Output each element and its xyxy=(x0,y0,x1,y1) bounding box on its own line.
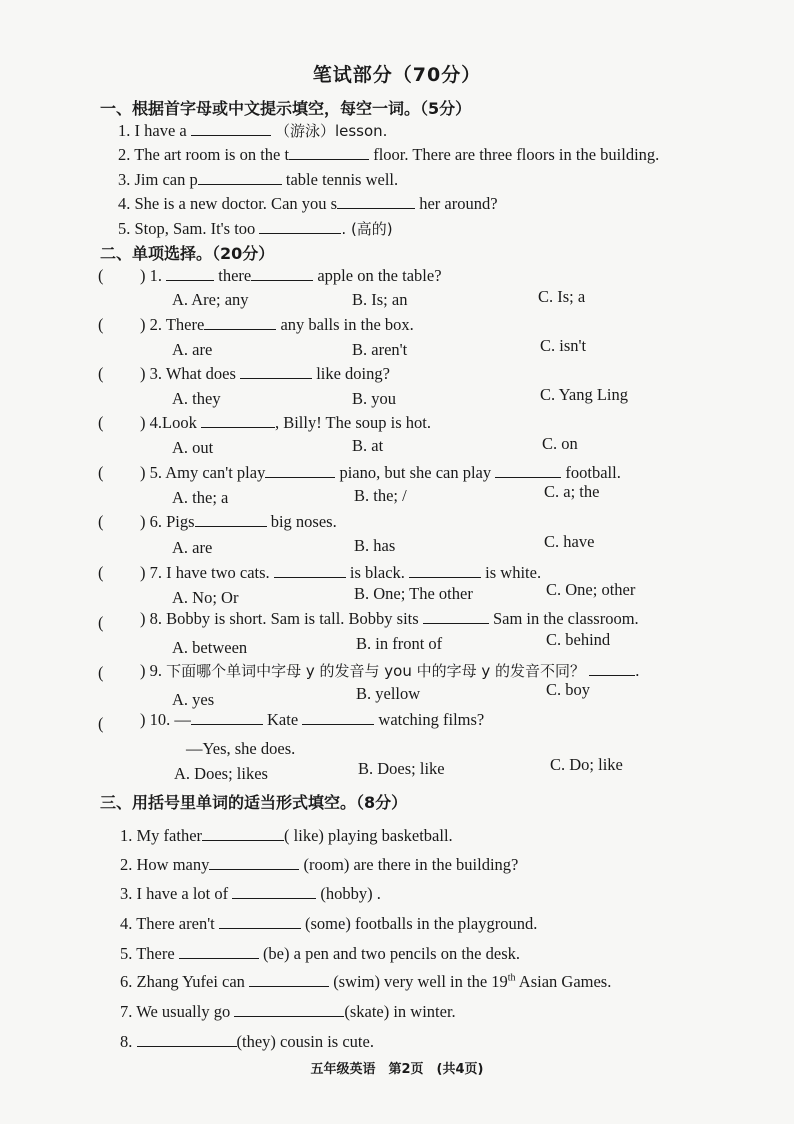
option-b[interactable]: B. Does; like xyxy=(358,759,445,778)
answer-paren[interactable]: ( xyxy=(98,463,104,482)
answer-blank[interactable] xyxy=(232,884,316,899)
s1-item-2: 2. The art room is on the t floor. There are three floors in the building. xyxy=(118,145,660,164)
answer-blank[interactable] xyxy=(191,121,271,136)
s3-item-6: 6. Zhang Yufei can (swim) very well in the 19th Asian Games. xyxy=(120,972,612,991)
s3-item-1: 1. My father ( like) playing basketball. xyxy=(120,826,453,845)
s3-item-8: 8. (they) cousin is cute. xyxy=(120,1032,374,1051)
s3-item-5: 5. There (be) a pen and two pencils on the desk. xyxy=(120,944,520,963)
option-b[interactable]: B. aren't xyxy=(352,340,408,359)
option-b[interactable]: B. at xyxy=(352,436,384,455)
option-c[interactable]: C. One; other xyxy=(546,580,636,599)
answer-blank[interactable] xyxy=(202,826,284,841)
option-a[interactable]: A. between xyxy=(172,638,248,657)
option-b[interactable]: B. the; / xyxy=(354,486,407,505)
option-a[interactable]: A. No; Or xyxy=(172,588,239,607)
reply-line: —Yes, she does. xyxy=(186,739,296,758)
answer-blank[interactable] xyxy=(589,661,635,676)
answer-paren[interactable]: ( xyxy=(98,714,104,733)
option-b[interactable]: B. Is; an xyxy=(352,290,408,309)
s2-question-3: ) 3. What does like doing? xyxy=(140,364,390,383)
s2-question-4: ) 4.Look , Billy! The soup is hot. xyxy=(140,413,431,432)
s2-question-2: ) 2. There any balls in the box. xyxy=(140,315,414,334)
section2-heading: 二、单项选择。（20分） xyxy=(100,244,275,263)
answer-blank[interactable] xyxy=(179,944,259,959)
answer-blank[interactable] xyxy=(337,194,415,209)
answer-blank[interactable] xyxy=(249,972,329,987)
section1-heading: 一、根据首字母或中文提示填空，每空一词。（5分） xyxy=(100,99,472,118)
option-a[interactable]: A. they xyxy=(172,389,221,408)
page-title: 笔试部分（70分） xyxy=(312,64,482,86)
answer-blank[interactable] xyxy=(259,219,341,234)
option-a[interactable]: A. the; a xyxy=(172,488,229,507)
option-c[interactable]: C. behind xyxy=(546,630,611,649)
answer-blank[interactable] xyxy=(265,463,335,478)
answer-paren[interactable]: ( xyxy=(98,512,104,531)
option-c[interactable]: C. boy xyxy=(546,680,591,699)
option-b[interactable]: B. you xyxy=(352,389,397,408)
section3-heading: 三、用括号里单词的适当形式填空。（8分） xyxy=(100,793,408,812)
answer-blank[interactable] xyxy=(195,512,267,527)
answer-blank[interactable] xyxy=(289,145,369,160)
option-b[interactable]: B. yellow xyxy=(356,684,421,703)
option-b[interactable]: B. in front of xyxy=(356,634,443,653)
option-a[interactable]: A. Are; any xyxy=(172,290,249,309)
option-b[interactable]: B. One; The other xyxy=(354,584,473,603)
answer-paren[interactable]: ( xyxy=(98,364,104,383)
option-a[interactable]: A. yes xyxy=(172,690,215,709)
s3-item-4: 4. There aren't (some) footballs in the playground. xyxy=(120,914,538,933)
answer-paren[interactable]: ( xyxy=(98,613,104,632)
answer-blank[interactable] xyxy=(274,563,346,578)
s1-item-3: 3. Jim can p table tennis well. xyxy=(118,170,399,189)
option-a[interactable]: A. Does; likes xyxy=(174,764,268,783)
s2-question-5: ) 5. Amy can't play piano, but she can play football. xyxy=(140,463,621,482)
answer-blank[interactable] xyxy=(201,413,275,428)
answer-blank[interactable] xyxy=(495,463,561,478)
answer-blank[interactable] xyxy=(251,266,313,281)
answer-blank[interactable] xyxy=(204,315,276,330)
answer-paren[interactable]: ( xyxy=(98,315,104,334)
answer-paren[interactable]: ( xyxy=(98,663,104,682)
s2-question-10: ) 10. — Kate watching films? xyxy=(140,710,485,729)
s1-item-4: 4. She is a new doctor. Can you s her around? xyxy=(118,194,498,213)
s3-item-2: 2. How many (room) are there in the building? xyxy=(120,855,519,874)
answer-paren[interactable]: ( xyxy=(98,413,104,432)
answer-blank[interactable] xyxy=(234,1002,344,1017)
s1-item-1: 1. I have a （游泳）lesson. xyxy=(118,121,388,140)
option-c[interactable]: C. a; the xyxy=(544,482,600,501)
page-footer: 五年级英语 第2页 (共4页) xyxy=(310,1062,484,1077)
answer-blank[interactable] xyxy=(219,914,301,929)
answer-blank[interactable] xyxy=(302,710,374,725)
answer-paren[interactable]: ( xyxy=(98,563,104,582)
option-c[interactable]: C. on xyxy=(542,434,578,453)
s2-question-8: ) 8. Bobby is short. Sam is tall. Bobby sits Sam in the classroom. xyxy=(140,609,639,628)
option-c[interactable]: C. Do; like xyxy=(550,755,623,774)
s2-question-7: ) 7. I have two cats. is black. is white. xyxy=(140,563,542,582)
answer-blank[interactable] xyxy=(198,170,282,185)
s3-item-7: 7. We usually go (skate) in winter. xyxy=(120,1002,456,1021)
option-a[interactable]: A. out xyxy=(172,438,214,457)
answer-blank[interactable] xyxy=(166,266,214,281)
option-a[interactable]: A. are xyxy=(172,538,213,557)
answer-blank[interactable] xyxy=(409,563,481,578)
s2-question-1: ) 1. there apple on the table? xyxy=(140,266,442,285)
answer-blank[interactable] xyxy=(191,710,263,725)
option-a[interactable]: A. are xyxy=(172,340,213,359)
option-b[interactable]: B. has xyxy=(354,536,396,555)
option-c[interactable]: C. have xyxy=(544,532,595,551)
answer-blank[interactable] xyxy=(209,855,299,870)
s2-question-9: ) 9. 下面哪个单词中字母 y 的发音与 you 中的字母 y 的发音不同？ . xyxy=(140,661,640,680)
option-c[interactable]: C. isn't xyxy=(540,336,587,355)
answer-blank[interactable] xyxy=(423,609,489,624)
option-c[interactable]: C. Yang Ling xyxy=(540,385,629,404)
s1-item-5: 5. Stop, Sam. It's too . (高的) xyxy=(118,219,393,238)
s3-item-3: 3. I have a lot of (hobby) . xyxy=(120,884,381,903)
option-c[interactable]: C. Is; a xyxy=(538,287,586,306)
answer-paren[interactable]: ( xyxy=(98,266,104,285)
answer-blank[interactable] xyxy=(240,364,312,379)
s2-question-6: ) 6. Pigs big noses. xyxy=(140,512,337,531)
answer-blank[interactable] xyxy=(137,1032,237,1047)
